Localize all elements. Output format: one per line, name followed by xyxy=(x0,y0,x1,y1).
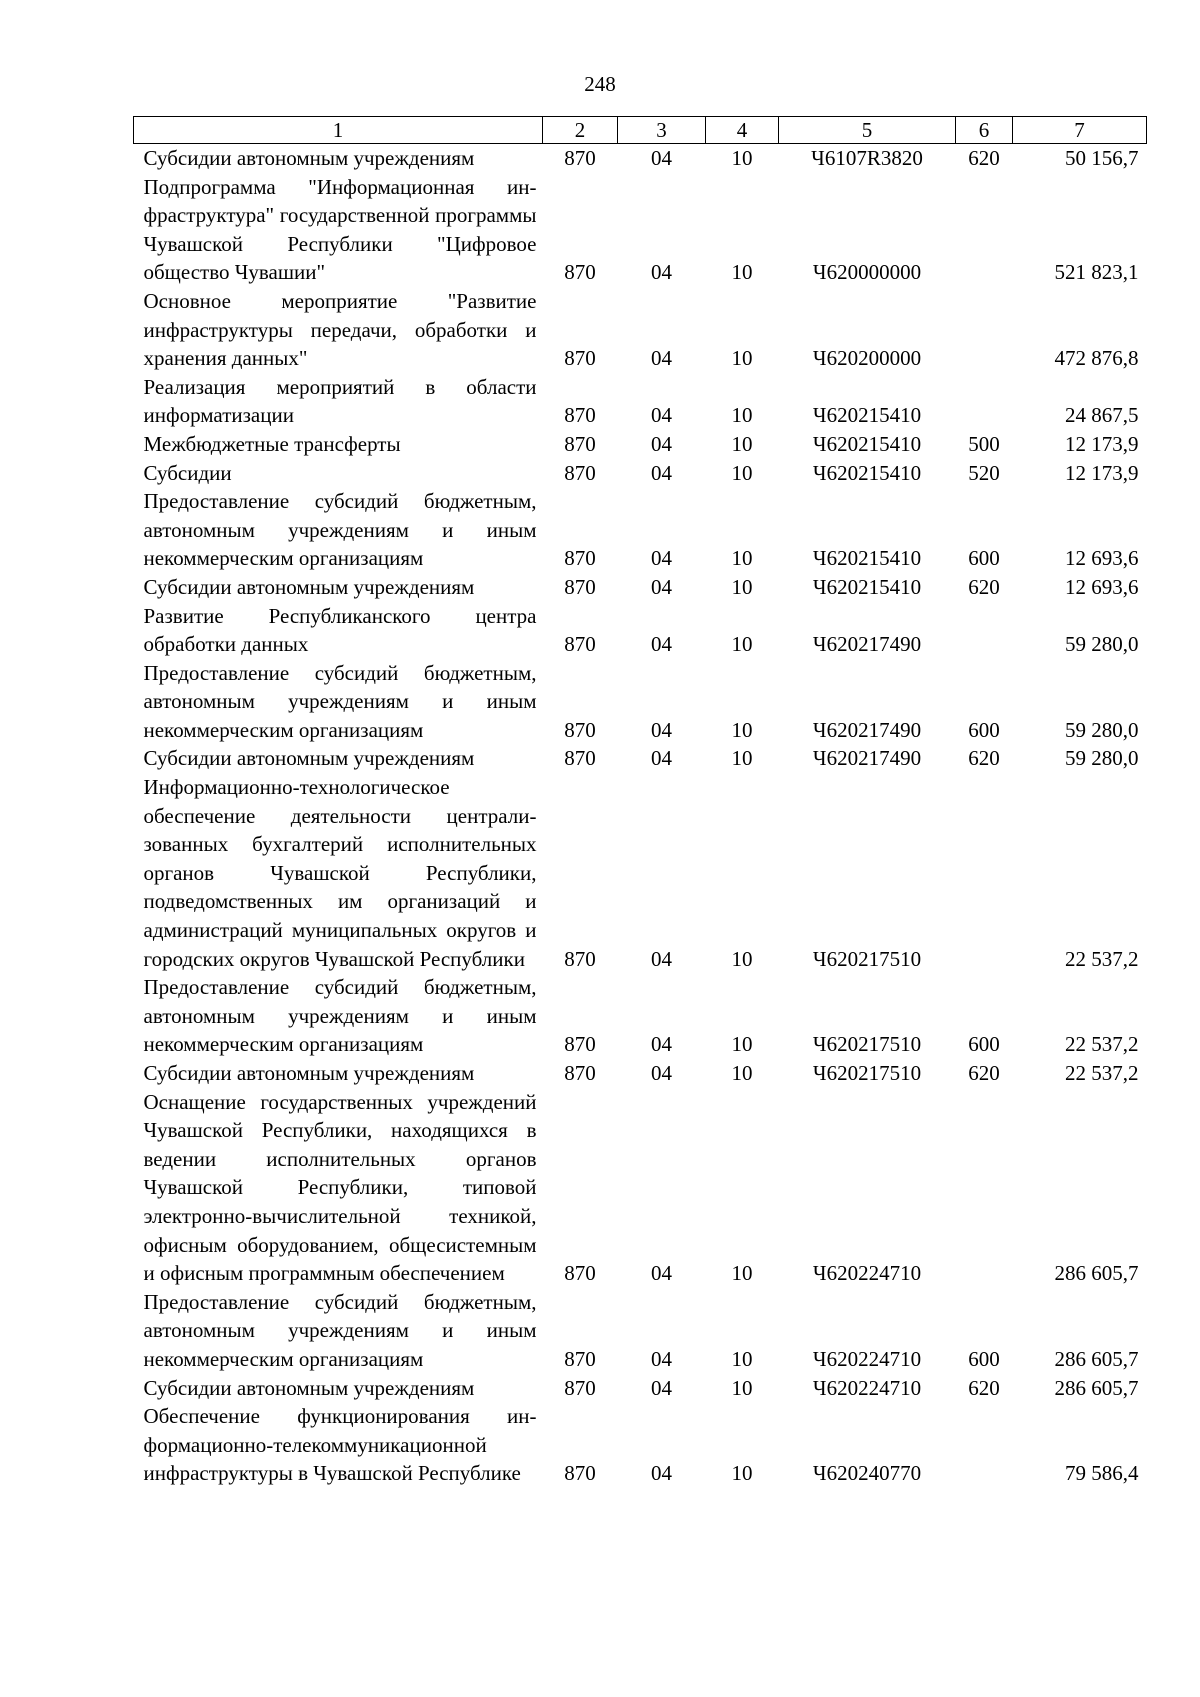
row-code-4: 10 xyxy=(731,1461,753,1486)
row-code-2: 870 xyxy=(564,1375,596,1400)
row-code-3: 04 xyxy=(651,1032,672,1057)
table-row xyxy=(134,573,1147,602)
row-amount: 286 605,7 xyxy=(1054,1375,1139,1400)
header-col-3: 3 xyxy=(618,117,706,144)
row-code-5: Ч620215410 xyxy=(812,403,922,428)
row-amount: 286 605,7 xyxy=(1054,1261,1139,1286)
header-col-4: 4 xyxy=(706,117,779,144)
row-code-3: 04 xyxy=(651,1061,672,1085)
row-code-5: Ч620217510 xyxy=(812,1061,922,1085)
row-amount: 24 867,5 xyxy=(1065,403,1139,428)
budget-table xyxy=(133,116,1147,1488)
row-code-6: 600 xyxy=(968,546,1000,571)
row-code-3: 04 xyxy=(651,1261,672,1286)
row-amount: 50 156,7 xyxy=(1065,146,1139,170)
row-name: Обеспечение функционирования информационно-телекоммуникационной инфраструктуры в Чувашской Республике xyxy=(143,1404,537,1486)
table-row xyxy=(134,773,1147,973)
row-code-5: Ч620215410 xyxy=(812,431,922,456)
row-name: Субсидии автономным учреждениям xyxy=(143,1375,475,1400)
row-code-3: 04 xyxy=(651,632,672,657)
row-code-6: 620 xyxy=(968,1061,1000,1085)
row-code-2: 870 xyxy=(564,1346,596,1371)
table-row xyxy=(134,1059,1147,1088)
table-row xyxy=(134,744,1147,773)
header-col-1: 1 xyxy=(134,117,543,144)
row-code-4: 10 xyxy=(731,403,753,428)
row-amount: 521 823,1 xyxy=(1054,260,1139,285)
row-code-4: 10 xyxy=(731,1346,753,1371)
row-code-6: 600 xyxy=(968,717,1000,742)
row-name: Субсидии автономным учреждениям xyxy=(143,146,475,170)
row-code-5: Ч620000000 xyxy=(812,260,922,285)
row-code-3: 04 xyxy=(651,946,672,971)
row-code-3: 04 xyxy=(651,746,672,771)
row-amount: 12 693,6 xyxy=(1065,574,1139,599)
row-code-6: 620 xyxy=(968,1375,1000,1400)
row-code-4: 10 xyxy=(731,632,753,657)
row-code-4: 10 xyxy=(731,1261,753,1286)
row-code-4: 10 xyxy=(731,546,753,571)
table-body xyxy=(134,144,1147,1488)
header-col-2: 2 xyxy=(543,117,618,144)
row-code-4: 10 xyxy=(731,946,753,971)
row-code-4: 10 xyxy=(731,1061,753,1085)
row-amount: 59 280,0 xyxy=(1065,632,1139,657)
table-row xyxy=(134,1288,1147,1374)
table-row xyxy=(134,602,1147,659)
row-code-4: 10 xyxy=(731,260,753,285)
row-code-6: 520 xyxy=(968,460,1000,485)
row-code-2: 870 xyxy=(564,1032,596,1057)
row-code-3: 04 xyxy=(651,146,672,170)
row-code-2: 870 xyxy=(564,346,596,371)
row-code-5: Ч620224710 xyxy=(812,1346,922,1371)
table-header xyxy=(134,117,1147,144)
table-row xyxy=(134,1374,1147,1403)
row-code-6 xyxy=(956,173,1013,287)
row-name: Основное мероприятие "Развитие инфраструктуры передачи, обработки и хранения данных" xyxy=(143,288,537,371)
row-code-5: Ч620215410 xyxy=(812,574,922,599)
row-amount: 286 605,7 xyxy=(1054,1346,1139,1371)
row-code-2: 870 xyxy=(564,946,596,971)
row-code-4: 10 xyxy=(731,431,753,456)
table-row xyxy=(134,487,1147,573)
row-code-2: 870 xyxy=(564,460,596,485)
row-name: Оснащение государственных учреждений Чувашской Республики, находящихся в ведении исполнительных органов Чувашской Республики, типовой электронно-вычислительной техникой, офисным оборудованием, общесистемным и офисным программным обеспечением xyxy=(143,1089,537,1286)
row-code-2: 870 xyxy=(564,1261,596,1286)
row-amount: 59 280,0 xyxy=(1065,717,1139,742)
row-code-6 xyxy=(956,287,1013,373)
row-code-3: 04 xyxy=(651,717,672,742)
row-name: Предоставление субсидий бюджетным, автономным учреждениям и иным некоммерческим организациям xyxy=(143,489,537,571)
row-code-6 xyxy=(956,1088,1013,1288)
row-name: Предоставление субсидий бюджетным, автономным учреждениям и иным некоммерческим организациям xyxy=(143,975,537,1057)
row-code-6 xyxy=(956,1402,1013,1488)
row-name: Субсидии xyxy=(143,460,232,485)
row-name: Информационно-технологическое обеспечение деятельности централизованных бухгалтерий исполнительных органов Чувашской Республики, подведомственных им организаций и администраций муниципальных округов и городских округов Чувашской Республики xyxy=(143,775,537,971)
row-amount: 22 537,2 xyxy=(1065,1061,1139,1085)
row-code-2: 870 xyxy=(564,574,596,599)
row-code-4: 10 xyxy=(731,574,753,599)
row-code-4: 10 xyxy=(731,1375,753,1400)
row-code-6 xyxy=(956,373,1013,430)
row-name: Подпрограмма "Информационная инфраструктура" государственной программы Чувашской Республики "Цифровое общество Чувашии" xyxy=(143,174,537,285)
row-code-2: 870 xyxy=(564,431,596,456)
row-code-3: 04 xyxy=(651,346,672,371)
row-code-4: 10 xyxy=(731,717,753,742)
row-code-5: Ч620224710 xyxy=(812,1261,922,1286)
row-amount: 12 173,9 xyxy=(1065,460,1139,485)
row-name: Предоставление субсидий бюджетным, автономным учреждениям и иным некоммерческим организациям xyxy=(143,660,537,742)
row-code-2: 870 xyxy=(564,717,596,742)
row-code-2: 870 xyxy=(564,746,596,771)
header-col-6: 6 xyxy=(956,117,1013,144)
row-code-5: Ч620224710 xyxy=(812,1375,922,1400)
row-amount: 22 537,2 xyxy=(1065,1032,1139,1057)
table-row xyxy=(134,287,1147,373)
row-amount: 59 280,0 xyxy=(1065,746,1139,771)
row-code-6: 620 xyxy=(968,746,1000,771)
row-code-4: 10 xyxy=(731,460,753,485)
row-code-4: 10 xyxy=(731,1032,753,1057)
row-code-3: 04 xyxy=(651,460,672,485)
row-code-5: Ч620240770 xyxy=(812,1461,922,1486)
row-amount: 12 693,6 xyxy=(1065,546,1139,571)
row-code-2: 870 xyxy=(564,1461,596,1486)
table-row xyxy=(134,1088,1147,1288)
row-amount: 12 173,9 xyxy=(1065,431,1139,456)
table-row xyxy=(134,173,1147,287)
row-amount: 22 537,2 xyxy=(1065,946,1139,971)
table-row xyxy=(134,430,1147,459)
row-code-6 xyxy=(956,773,1013,973)
row-amount: 472 876,8 xyxy=(1054,346,1139,371)
header-col-7: 7 xyxy=(1013,117,1147,144)
row-code-3: 04 xyxy=(651,431,672,456)
table-row xyxy=(134,659,1147,745)
row-code-6: 500 xyxy=(968,431,1000,456)
row-name: Развитие Республиканского центра обработки данных xyxy=(143,603,537,657)
table-row xyxy=(134,373,1147,430)
row-code-5: Ч620217510 xyxy=(812,1032,922,1057)
row-code-2: 870 xyxy=(564,546,596,571)
page-number: 248 xyxy=(584,72,616,96)
row-code-4: 10 xyxy=(731,346,753,371)
row-code-3: 04 xyxy=(651,574,672,599)
row-code-2: 870 xyxy=(564,632,596,657)
row-code-4: 10 xyxy=(731,146,753,170)
row-code-6: 620 xyxy=(968,574,1000,599)
row-code-6: 600 xyxy=(968,1032,1000,1057)
row-code-2: 870 xyxy=(564,403,596,428)
row-code-5: Ч620217510 xyxy=(812,946,922,971)
row-code-5: Ч620217490 xyxy=(812,717,922,742)
row-code-6 xyxy=(956,602,1013,659)
table-row xyxy=(134,1402,1147,1488)
row-code-2: 870 xyxy=(564,260,596,285)
row-name: Межбюджетные трансферты xyxy=(143,431,401,456)
row-name: Субсидии автономным учреждениям xyxy=(143,746,475,771)
row-code-6: 600 xyxy=(968,1346,1000,1371)
row-code-4: 10 xyxy=(731,746,753,771)
row-code-3: 04 xyxy=(651,546,672,571)
row-code-3: 04 xyxy=(651,1461,672,1486)
row-code-3: 04 xyxy=(651,403,672,428)
row-code-5: Ч620200000 xyxy=(812,346,922,371)
table-row xyxy=(134,459,1147,488)
row-code-6: 620 xyxy=(968,146,1000,170)
header-row xyxy=(134,117,1147,144)
row-code-5: Ч620215410 xyxy=(812,546,922,571)
row-code-3: 04 xyxy=(651,1375,672,1400)
row-code-5: Ч6107R3820 xyxy=(811,146,923,170)
header-col-5: 5 xyxy=(779,117,956,144)
table-row xyxy=(134,144,1147,173)
row-code-2: 870 xyxy=(564,1061,596,1085)
row-code-2: 870 xyxy=(564,146,596,170)
table-row xyxy=(134,973,1147,1059)
row-name: Субсидии автономным учреждениям xyxy=(143,1061,475,1085)
row-name: Предоставление субсидий бюджетным, автономным учреждениям и иным некоммерческим организациям xyxy=(143,1289,537,1371)
row-code-5: Ч620217490 xyxy=(812,632,922,657)
row-code-3: 04 xyxy=(651,260,672,285)
row-code-5: Ч620217490 xyxy=(812,746,922,771)
row-code-5: Ч620215410 xyxy=(812,460,922,485)
row-code-3: 04 xyxy=(651,1346,672,1371)
row-name: Субсидии автономным учреждениям xyxy=(143,574,475,599)
row-name: Реализация мероприятий в области информатизации xyxy=(143,374,537,428)
row-amount: 79 586,4 xyxy=(1065,1461,1139,1486)
